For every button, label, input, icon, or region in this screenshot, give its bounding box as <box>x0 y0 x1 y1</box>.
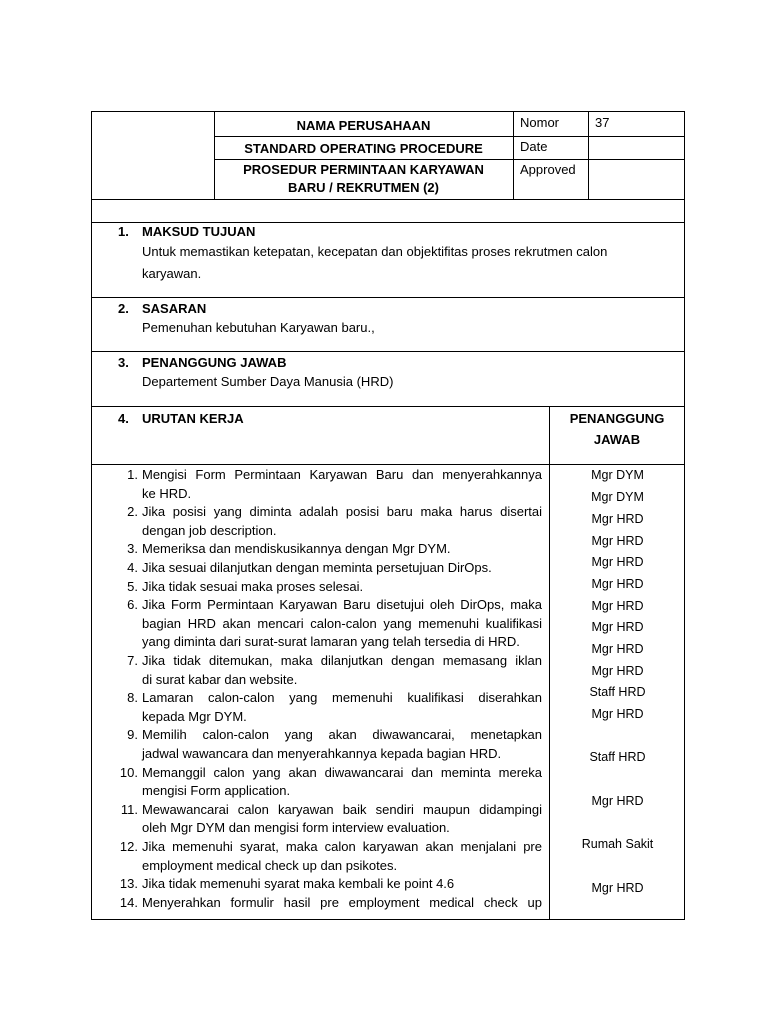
step-text-line: Mengisi Form Permintaan Karyawan Baru dan menyerahkannya <box>142 467 542 482</box>
step-text-line: bagian HRD akan mencari calon-calon yang memenuhi kualifikasi <box>142 615 542 631</box>
section1-text-line1: Untuk memastikan ketepatan, kecepatan dan objektifitas proses rekrutmen calon <box>142 244 608 259</box>
step-number: 10. <box>119 764 138 780</box>
step-number: 8. <box>127 690 138 706</box>
responsible-entry: Staff HRD <box>589 750 646 764</box>
section4-title: URUTAN KERJA <box>142 411 244 426</box>
header-divider-label <box>513 111 514 199</box>
responsible-entry: Mgr HRD <box>591 512 644 526</box>
step-number: 12. <box>119 839 138 854</box>
section1-text-line2: karyawan. <box>142 266 202 281</box>
section1-number: 1. <box>118 224 129 239</box>
sop-label: STANDARD OPERATING PROCEDURE <box>244 141 483 156</box>
responsible-entry: Staff HRD <box>589 685 646 699</box>
step-text-line: di surat kabar dan website. <box>142 671 298 687</box>
step-text-line: Menyerahkan formulir hasil pre employment medical check up <box>142 894 542 910</box>
section2-number: 2. <box>118 301 129 316</box>
responsible-entry: Mgr HRD <box>591 534 644 548</box>
section3-bottom-line <box>91 406 685 407</box>
step-text-line: ke HRD. <box>142 485 192 501</box>
procedure-title-line2: BARU / REKRUTMEN (2) <box>288 180 439 195</box>
responsible-entry: Mgr HRD <box>591 642 644 656</box>
step-number: 4. <box>127 560 138 575</box>
step-number: 7. <box>127 653 138 668</box>
step-text-line: jadwal wawancara dan menyerahkannya kepada bagian HRD. <box>142 746 502 761</box>
responsible-entry: Mgr HRD <box>591 707 644 721</box>
section3-text: Departement Sumber Daya Manusia (HRD) <box>142 374 394 389</box>
responsible-entry: Mgr HRD <box>591 664 644 678</box>
header-divider-value <box>588 111 589 199</box>
header-row-line-2 <box>214 159 685 160</box>
step-text-line: Lamaran calon-calon yang memenuhi kualifikasi diserahkan <box>142 690 542 706</box>
step-number: 13. <box>119 876 138 892</box>
step-number: 14. <box>119 894 138 910</box>
step-number: 1. <box>127 467 138 482</box>
section4-number: 4. <box>118 411 129 426</box>
section2-text: Pemenuhan kebutuhan Karyawan baru., <box>142 320 375 335</box>
step-number: 2. <box>127 504 138 520</box>
nomor-label: Nomor <box>520 115 560 130</box>
procedure-title-line1: PROSEDUR PERMINTAAN KARYAWAN <box>243 162 484 177</box>
section3-number: 3. <box>118 355 129 370</box>
step-number: 3. <box>127 541 138 557</box>
section1-title: MAKSUD TUJUAN <box>142 224 256 239</box>
section4-header-bottom-line <box>91 464 685 465</box>
step-number: 6. <box>127 597 138 613</box>
step-text-line: Mewawancarai calon karyawan baik sendiri maupun didampingi <box>142 801 542 817</box>
section2-bottom-line <box>91 351 685 352</box>
responsible-entry: Mgr DYM <box>591 490 644 504</box>
header-row-line-1 <box>214 136 685 137</box>
step-text-line: Jika memenuhi syarat, maka calon karyawan akan menjalani pre <box>142 839 542 854</box>
responsible-entry: Mgr HRD <box>591 577 644 591</box>
responsible-entry: Mgr HRD <box>591 555 644 569</box>
approved-label: Approved <box>520 162 576 177</box>
step-number: 5. <box>127 578 138 594</box>
step-text-line: kepada Mgr DYM. <box>142 708 247 724</box>
step-text-line: Jika Form Permintaan Karyawan Baru disetujui oleh DirOps, maka <box>142 597 542 613</box>
step-text-line: yang diminta dari surat-surat lamaran yang telah tersedia di HRD. <box>142 634 520 650</box>
step-text-line: Memeriksa dan mendiskusikannya dengan Mgr DYM. <box>142 541 451 557</box>
responsible-entry: Mgr HRD <box>591 881 644 895</box>
responsible-entry: Mgr HRD <box>591 599 644 613</box>
section3-title: PENANGGUNG JAWAB <box>142 355 287 370</box>
step-text-line: Memanggil calon yang akan diwawancarai dan meminta mereka <box>142 764 542 780</box>
step-text-line: mengisi Form application. <box>142 783 291 799</box>
header-bottom-line <box>91 199 685 200</box>
section2-title: SASARAN <box>142 301 207 316</box>
step-text-line: Jika sesuai dilanjutkan dengan meminta persetujuan DirOps. <box>142 560 492 575</box>
responsible-header-line2: JAWAB <box>593 432 641 447</box>
responsible-entry: Mgr HRD <box>591 794 644 808</box>
step-text-line: Jika tidak memenuhi syarat maka kembali ke point 4.6 <box>142 876 455 892</box>
responsible-entry: Mgr DYM <box>591 468 644 482</box>
responsible-entry: Mgr HRD <box>591 620 644 634</box>
responsible-header-line1: PENANGGUNG <box>569 411 665 426</box>
nomor-value: 37 <box>595 115 610 130</box>
date-label: Date <box>520 139 548 154</box>
step-text-line: Jika tidak ditemukan, maka dilanjutkan dengan memasang iklan <box>142 653 542 668</box>
responsible-entry: Rumah Sakit <box>581 837 654 851</box>
step-text-line: Jika tidak sesuai maka proses selesai. <box>142 578 364 594</box>
company-name: NAMA PERUSAHAAN <box>296 118 431 133</box>
step-text-line: Jika posisi yang diminta adalah posisi baru maka harus disertai <box>142 504 542 520</box>
step-text-line: oleh Mgr DYM dan mengisi form interview evaluation. <box>142 820 450 836</box>
section1-bottom-line <box>91 297 685 298</box>
step-text-line: Memilih calon-calon yang akan diwawancarai, menetapkan <box>142 727 542 743</box>
step-number: 11. <box>120 801 138 817</box>
step-text-line: employment medical check up dan psikotes. <box>142 857 398 873</box>
step-text-line: dengan job description. <box>142 522 277 538</box>
step-number: 9. <box>127 727 138 743</box>
